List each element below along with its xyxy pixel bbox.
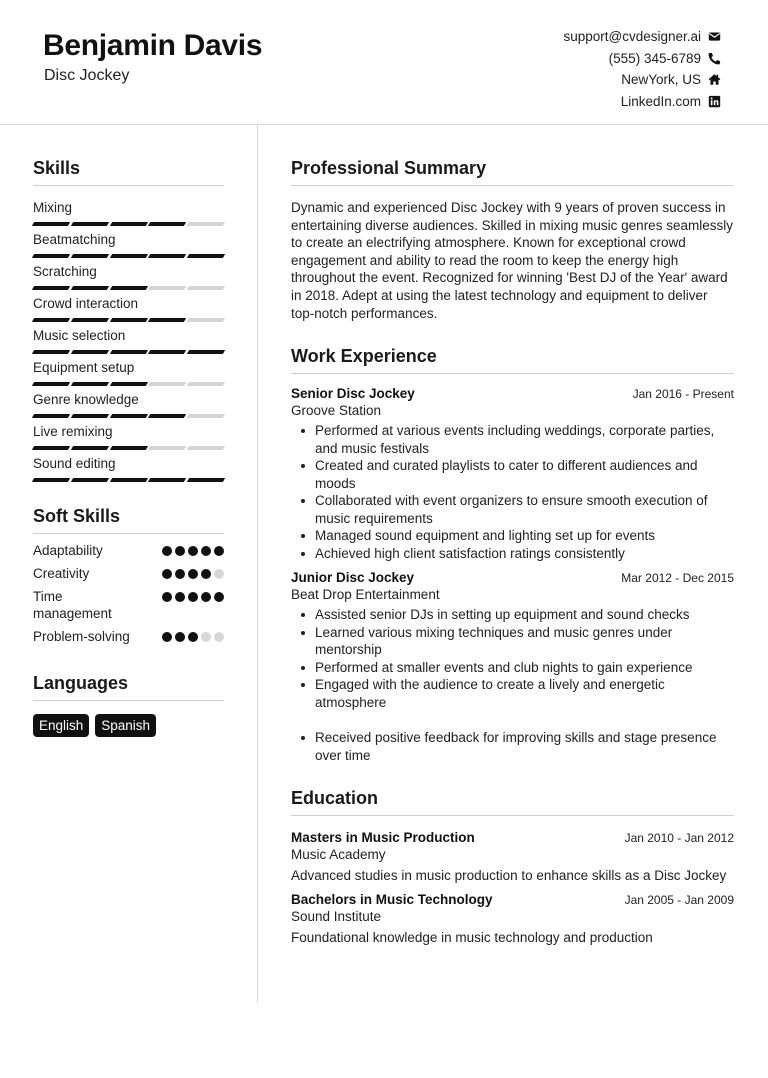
bullet-item: Performed at smaller events and club nights to gain experience [291, 659, 734, 677]
skill-label: Live remixing [33, 424, 113, 439]
skill-label: Mixing [33, 200, 73, 215]
skill-label: Sound editing [33, 456, 116, 471]
skill-level-segment [71, 382, 109, 386]
job-entry [291, 386, 734, 562]
education-dates: Jan 2010 - Jan 2012 [624, 831, 734, 846]
soft-skill-label: Time management [33, 589, 112, 621]
languages-list [33, 714, 224, 737]
contact-location [563, 69, 721, 91]
soft-skill-rating [162, 588, 224, 602]
bullet-item: Performed at various events including weddings, corporate parties, and music festivals [291, 422, 734, 457]
rating-dot [201, 546, 211, 556]
skill-level-segment [32, 446, 70, 450]
linkedin-icon [707, 94, 721, 108]
skill-level-segment [32, 478, 70, 482]
rating-dot [214, 592, 224, 602]
skill-level-segment [187, 254, 225, 258]
skill-level-segment [32, 382, 70, 386]
skill-level-segment [109, 254, 147, 258]
skill-level-segment [148, 350, 186, 354]
skill-item [33, 296, 224, 322]
skill-level-segment [71, 414, 109, 418]
skill-level-segment [187, 478, 225, 482]
job-entry [291, 570, 734, 764]
rating-dot [214, 632, 224, 642]
soft-skills-heading: Soft Skills [33, 506, 224, 534]
soft-skill-item [33, 565, 224, 582]
education-entry [291, 892, 734, 945]
contact-phone[interactable] [563, 48, 721, 70]
skill-level-segment [109, 286, 147, 290]
education-school: Music Academy [291, 847, 386, 863]
skill-item [33, 456, 224, 482]
rating-dot [175, 569, 185, 579]
skill-level-segment [148, 286, 186, 290]
skill-item [33, 424, 224, 450]
skill-level-segment [71, 350, 109, 354]
contact-email[interactable] [563, 26, 721, 48]
education-degree: Bachelors in Music Technology [291, 892, 493, 908]
job-role: Senior Disc Jockey [291, 386, 415, 402]
skill-level-segment [71, 446, 109, 450]
skill-level-segment [32, 414, 70, 418]
skill-level-segment [187, 414, 225, 418]
column-divider [257, 125, 258, 1003]
skill-label: Music selection [33, 328, 126, 343]
skill-level-segment [71, 254, 109, 258]
skills-list [33, 200, 224, 482]
skill-level-segment [187, 350, 225, 354]
bullet-item: Assisted senior DJs in setting up equipment and sound checks [291, 606, 734, 624]
soft-skill-item [33, 628, 224, 645]
envelope-icon [707, 30, 721, 44]
contact-phone-text: (555) 345-6789 [608, 50, 701, 66]
rating-dot [162, 592, 172, 602]
soft-skills-list [33, 542, 224, 645]
skill-label: Genre knowledge [33, 392, 139, 407]
skill-level-segment [187, 318, 225, 322]
skill-level-segment [148, 382, 186, 386]
soft-skill-label: Creativity [33, 566, 90, 581]
soft-skill-label: Adaptability [33, 543, 103, 558]
education-header [291, 892, 734, 907]
candidate-title: Disc Jockey [44, 67, 130, 84]
skill-level-bar [33, 478, 224, 482]
bullet-item: Achieved high client satisfaction ratings consistently [291, 545, 734, 563]
rating-dot [175, 632, 185, 642]
rating-dot [162, 632, 172, 642]
skill-item [33, 360, 224, 386]
skill-level-segment [32, 318, 70, 322]
skill-level-segment [32, 254, 70, 258]
education-description: Foundational knowledge in music technology and production [291, 930, 653, 946]
skill-level-segment [109, 446, 147, 450]
job-bullets [291, 422, 734, 562]
skill-level-segment [71, 318, 109, 322]
skill-level-segment [109, 382, 147, 386]
language-badge: English [33, 714, 89, 737]
candidate-name: Benjamin Davis [43, 29, 263, 62]
summary-text: Dynamic and experienced Disc Jockey with 9 years of proven success in entertaining diverse audiences. Skilled in mixing music genres seamlessly to create an electrifying atmosphere. Known for exceptional crowd engagement and ability to read the room to keep the energy high throughout the event. Recognized for winning 'Best DJ of the Year' award in 2018. Adept at using the latest technology and equipment to deliver top-notch performances. [291, 200, 733, 321]
rating-dot [201, 592, 211, 602]
job-header [291, 570, 734, 585]
rating-dot [162, 569, 172, 579]
contact-location-text: NewYork, US [621, 72, 701, 88]
skill-level-bar [33, 318, 224, 322]
skill-item [33, 200, 224, 226]
rating-dot [201, 632, 211, 642]
soft-skill-rating [162, 565, 224, 579]
skill-label: Crowd interaction [33, 296, 139, 311]
left-column [33, 125, 224, 737]
skill-item [33, 328, 224, 354]
skill-level-segment [109, 350, 147, 354]
job-dates: Jan 2016 - Present [632, 387, 734, 402]
skill-item [33, 264, 224, 290]
rating-dot [201, 569, 211, 579]
contact-list [563, 26, 721, 112]
skill-level-segment [187, 222, 225, 226]
summary-heading: Professional Summary [291, 158, 734, 186]
skill-level-segment [32, 350, 70, 354]
education-school: Sound Institute [291, 909, 382, 925]
language-badge: Spanish [95, 714, 156, 737]
skill-level-segment [71, 286, 109, 290]
education-entry [291, 830, 734, 883]
job-role: Junior Disc Jockey [291, 570, 415, 586]
skill-level-segment [148, 446, 186, 450]
education-heading: Education [291, 788, 734, 816]
education-list [291, 830, 734, 945]
skill-level-segment [148, 318, 186, 322]
skill-level-segment [187, 382, 225, 386]
rating-dot [188, 592, 198, 602]
rating-dot [188, 632, 198, 642]
skill-level-segment [148, 414, 186, 418]
skill-level-bar [33, 286, 224, 290]
rating-dot [214, 569, 224, 579]
skill-level-segment [71, 478, 109, 482]
skill-level-segment [32, 286, 70, 290]
languages-heading: Languages [33, 673, 224, 701]
rating-dot [175, 546, 185, 556]
soft-skill-rating [162, 542, 224, 556]
job-organization: Groove Station [291, 403, 382, 419]
contact-email-text: support@cvdesigner.ai [563, 29, 701, 45]
contact-linkedin[interactable] [563, 91, 721, 113]
rating-dot [188, 546, 198, 556]
skill-level-segment [109, 222, 147, 226]
soft-skill-item [33, 588, 224, 622]
bullet-item: Managed sound equipment and lighting set up for events [291, 527, 734, 545]
phone-icon [707, 51, 721, 65]
soft-skill-item [33, 542, 224, 559]
skill-level-bar [33, 222, 224, 226]
skill-level-segment [109, 414, 147, 418]
skill-level-segment [148, 478, 186, 482]
education-description: Advanced studies in music production to enhance skills as a Disc Jockey [291, 868, 727, 884]
job-header [291, 386, 734, 401]
rating-dot [214, 546, 224, 556]
work-heading: Work Experience [291, 346, 734, 374]
skill-label: Beatmatching [33, 232, 116, 247]
skill-level-segment [109, 478, 147, 482]
rating-dot [188, 569, 198, 579]
skill-level-segment [148, 254, 186, 258]
skill-level-segment [32, 222, 70, 226]
bullet-item: Engaged with the audience to create a lively and energetic atmosphere [291, 676, 734, 711]
right-column [291, 125, 734, 945]
job-bullets [291, 606, 734, 764]
rating-dot [162, 546, 172, 556]
job-dates: Mar 2012 - Dec 2015 [621, 571, 734, 586]
skill-level-bar [33, 350, 224, 354]
bullet-item: Received positive feedback for improving skills and stage presence over time [291, 729, 734, 764]
bullet-item: Collaborated with event organizers to ensure smooth execution of music requirements [291, 492, 734, 527]
jobs-list [291, 386, 734, 764]
contact-linkedin-text: LinkedIn.com [620, 93, 701, 109]
education-dates: Jan 2005 - Jan 2009 [624, 893, 734, 908]
skill-level-bar [33, 446, 224, 450]
resume-header [0, 0, 768, 125]
home-icon [707, 73, 721, 87]
soft-skill-label: Problem-solving [33, 629, 130, 644]
rating-dot [175, 592, 185, 602]
job-organization: Beat Drop Entertainment [291, 587, 440, 603]
soft-skill-rating [162, 628, 224, 642]
skill-level-bar [33, 382, 224, 386]
education-degree: Masters in Music Production [291, 830, 475, 846]
skill-level-segment [109, 318, 147, 322]
skill-level-segment [148, 222, 186, 226]
skill-item [33, 232, 224, 258]
skill-level-segment [187, 446, 225, 450]
skill-level-bar [33, 254, 224, 258]
skills-heading: Skills [33, 158, 224, 186]
skill-level-bar [33, 414, 224, 418]
skill-item [33, 392, 224, 418]
bullet-item: Learned various mixing techniques and music genres under mentorship [291, 624, 734, 659]
bullet-item: Created and curated playlists to cater to different audiences and moods [291, 457, 734, 492]
education-header [291, 830, 734, 845]
skill-level-segment [71, 222, 109, 226]
skill-label: Scratching [33, 264, 97, 279]
skill-label: Equipment setup [33, 360, 135, 375]
skill-level-segment [187, 286, 225, 290]
